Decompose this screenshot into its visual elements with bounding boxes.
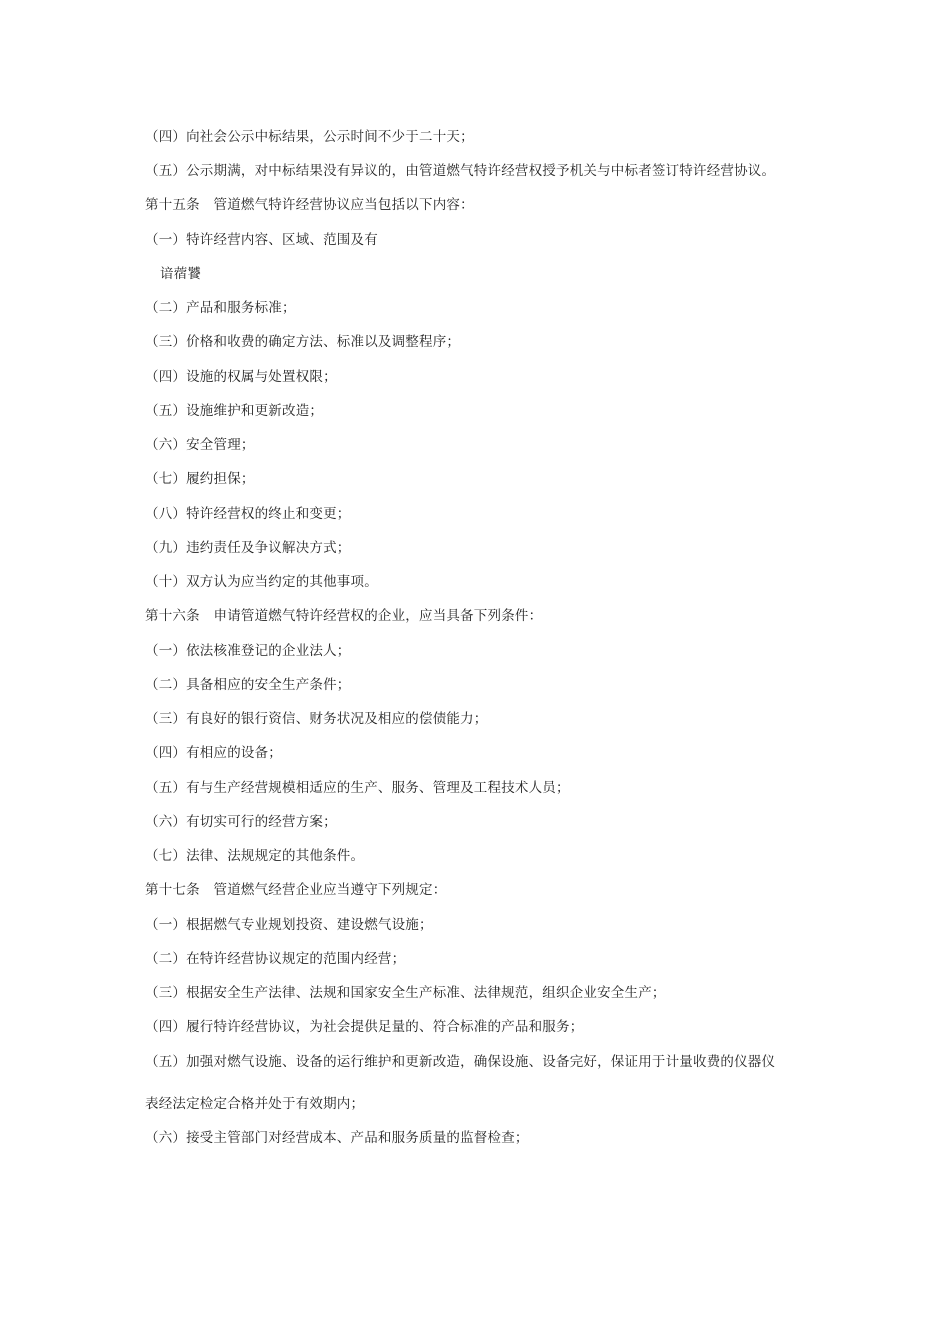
garbled-text: 谙蓿饕 <box>160 266 202 282</box>
clause-line: （七）法律、法规规定的其他条件。 <box>145 848 365 864</box>
clause-line: （四）设施的权属与处置权限； <box>145 369 337 385</box>
clause-line: （五）公示期满，对中标结果没有异议的，由管道燃气特许经营权授予机关与中标者签订特许经营协议。 <box>145 163 776 179</box>
clause-line: （一）依法核准登记的企业法人； <box>145 643 351 659</box>
clause-line: （五）有与生产经营规模相适应的生产、服务、管理及工程技术人员； <box>145 780 570 796</box>
clause-line: （四）向社会公示中标结果，公示时间不少于二十天； <box>145 129 474 145</box>
clause-line: （九）违约责任及争议解决方式； <box>145 540 351 556</box>
clause-line: （六）安全管理； <box>145 437 255 453</box>
clause-line: （四）有相应的设备； <box>145 745 282 761</box>
clause-line: （六）接受主管部门对经营成本、产品和服务质量的监督检查； <box>145 1130 529 1146</box>
clause-line: （三）根据安全生产法律、法规和国家安全生产标准、法律规范，组织企业安全生产； <box>145 985 666 1001</box>
clause-line: （三）价格和收费的确定方法、标准以及调整程序； <box>145 334 461 350</box>
article-heading: 第十七条 管道燃气经营企业应当遵守下列规定： <box>145 882 447 898</box>
clause-line: （三）有良好的银行资信、财务状况及相应的偿债能力； <box>145 711 488 727</box>
clause-line: （六）有切实可行的经营方案； <box>145 814 337 830</box>
clause-line: （四）履行特许经营协议，为社会提供足量的、符合标准的产品和服务； <box>145 1019 584 1035</box>
clause-line: （二）具备相应的安全生产条件； <box>145 677 351 693</box>
clause-line: （八）特许经营权的终止和变更； <box>145 506 351 522</box>
clause-line: （一）特许经营内容、区域、范围及有 <box>145 232 378 248</box>
article-heading: 第十六条 申请管道燃气特许经营权的企业，应当具备下列条件： <box>145 608 543 624</box>
clause-line: （五）加强对燃气设施、设备的运行维护和更新改造，确保设施、设备完好，保证用于计量收费的仪器仪 <box>145 1054 776 1070</box>
clause-line: （五）设施维护和更新改造； <box>145 403 324 419</box>
article-heading: 第十五条 管道燃气特许经营协议应当包括以下内容： <box>145 197 474 213</box>
clause-line: （二）产品和服务标准； <box>145 300 296 316</box>
clause-line: （一）根据燃气专业规划投资、建设燃气设施； <box>145 917 433 933</box>
clause-line: （十）双方认为应当约定的其他事项。 <box>145 574 378 590</box>
clause-line: （七）履约担保； <box>145 471 255 487</box>
clause-line: （二）在特许经营协议规定的范围内经营； <box>145 951 406 967</box>
clause-continuation: 表经法定检定合格并处于有效期内； <box>145 1096 365 1112</box>
